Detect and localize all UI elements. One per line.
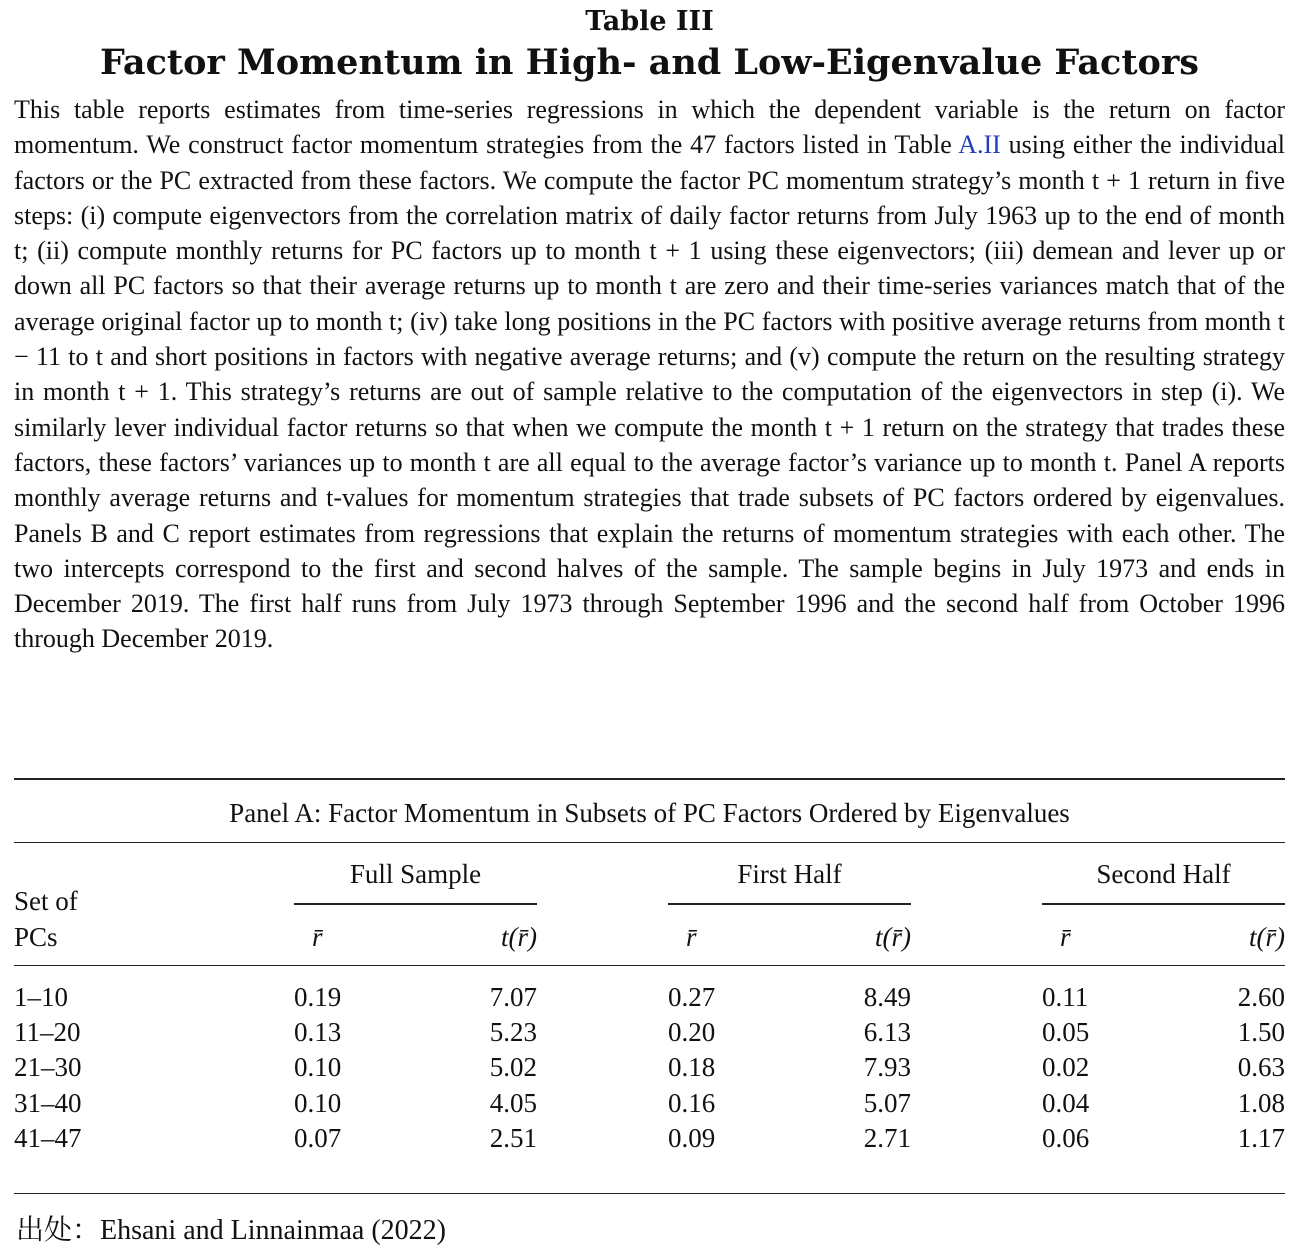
cell-value: 0.19	[294, 982, 342, 1012]
row-set: 21–30	[14, 1052, 82, 1082]
row-set: 11–20	[14, 1017, 81, 1047]
subheader-rbar: r̄	[312, 922, 323, 952]
cell-value: 0.04	[1042, 1088, 1090, 1118]
cell-value: 1.50	[1237, 1017, 1285, 1047]
cell-value: 5.02	[489, 1052, 537, 1082]
cell-value: 0.18	[668, 1052, 716, 1082]
cell-value: 0.11	[1042, 982, 1089, 1012]
cell-value: 0.27	[668, 982, 716, 1012]
top-rule	[14, 778, 1285, 780]
table-label: Table III	[585, 6, 714, 37]
caption-text-1: This table reports estimates from time-series regressions in which the dependent variable is the return on factor momentum. We construct factor momentum strategies from the 47 factors listed in Table	[14, 95, 1285, 160]
cell-value: 0.16	[668, 1088, 716, 1118]
subheader-t-rbar: t(r̄)	[875, 922, 911, 952]
source-note: 出处：Ehsani and Linnainmaa (2022)	[16, 1215, 447, 1246]
cell-value: 5.23	[489, 1017, 537, 1047]
group-rule-first	[668, 903, 911, 905]
cell-value: 0.10	[294, 1088, 342, 1118]
cell-value: 0.06	[1042, 1123, 1090, 1153]
caption-text-2: using either the individual factors or the PC extracted from these factors. We compute the factor PC momentum strategy’s month t + 1 return in five steps: (i) compute eigenvectors from the correlation matrix of daily factor returns from July 1963 up to the end of month t; (ii) compute monthly returns for PC factors up to month t + 1 using these eigenvectors; (iii) demean and lever up or down all PC factors so that their average returns up to month t are zero and their time-series variances match that of the average original factor up to month t; (iv) take long positions in the PC factors with positive average returns from month t − 11 to t and short positions in factors with negative average returns; and (v) compute the return on the resulting strategy in month t + 1. This strategy’s returns are out of sample relative to the computation of the eigenvectors in step (i). We similarly lever individual factor returns so that when we compute the month t + 1 return on the strategy that trades these factors, these factors’ variances up to month t are all equal to the average factor’s variance up to month t. Panel A reports monthly average returns and t-values for momentum strategies that trade subsets of PC factors ordered by eigenvalues. Panels B and C report estimates from regressions that explain the returns of momentum strategies with each other. The two intercepts correspond to the first and second halves of the sample. The sample begins in July 1973 and ends in December 2019. The first half runs from July 1973 through September 1996 and the second half from October 1996 through December 2019.	[14, 130, 1285, 654]
subheader-rbar: r̄	[1060, 922, 1071, 952]
cell-value: 2.51	[489, 1123, 537, 1153]
group-rule-second	[1042, 903, 1285, 905]
group-second-half: Second Half	[1096, 859, 1231, 889]
cell-value: 2.71	[863, 1123, 911, 1153]
cell-value: 1.17	[1237, 1123, 1285, 1153]
row-header-line1: Set of	[14, 886, 78, 916]
group-first-half: First Half	[737, 859, 842, 889]
cell-value: 0.10	[294, 1052, 342, 1082]
group-full-sample: Full Sample	[349, 859, 482, 889]
table-title: Factor Momentum in High- and Low-Eigenvalue Factors	[100, 42, 1199, 83]
cell-value: 0.09	[668, 1123, 716, 1153]
subheader-rbar: r̄	[686, 922, 697, 952]
row-set: 1–10	[14, 982, 68, 1012]
cell-value: 5.07	[863, 1088, 911, 1118]
table-caption	[14, 92, 1285, 657]
cell-value: 2.60	[1237, 982, 1285, 1012]
cell-value: 0.13	[294, 1017, 342, 1047]
panel-a-title: Panel A: Factor Momentum in Subsets of PC Factors Ordered by Eigenvalues	[229, 798, 1070, 828]
cell-value: 0.02	[1042, 1052, 1090, 1082]
cell-value: 1.08	[1237, 1088, 1285, 1118]
bottom-rule	[14, 1193, 1285, 1194]
cell-value: 7.93	[863, 1052, 911, 1082]
row-set: 41–47	[14, 1123, 82, 1153]
group-rule-full	[294, 903, 537, 905]
cell-value: 7.07	[489, 982, 537, 1012]
header-rule	[14, 965, 1285, 966]
cell-value: 6.13	[863, 1017, 911, 1047]
cell-value: 4.05	[489, 1088, 537, 1118]
subheader-t-rbar: t(r̄)	[1249, 922, 1285, 952]
cell-value: 0.07	[294, 1123, 342, 1153]
cell-value: 0.63	[1237, 1052, 1285, 1082]
row-header-line2: PCs	[14, 922, 58, 952]
cell-value: 8.49	[863, 982, 911, 1012]
row-set: 31–40	[14, 1088, 82, 1118]
cell-value: 0.20	[668, 1017, 716, 1047]
cell-value: 0.05	[1042, 1017, 1090, 1047]
table-a2-link[interactable]: A.II	[958, 130, 1001, 160]
subheader-t-rbar: t(r̄)	[501, 922, 537, 952]
panel-rule	[14, 842, 1285, 843]
